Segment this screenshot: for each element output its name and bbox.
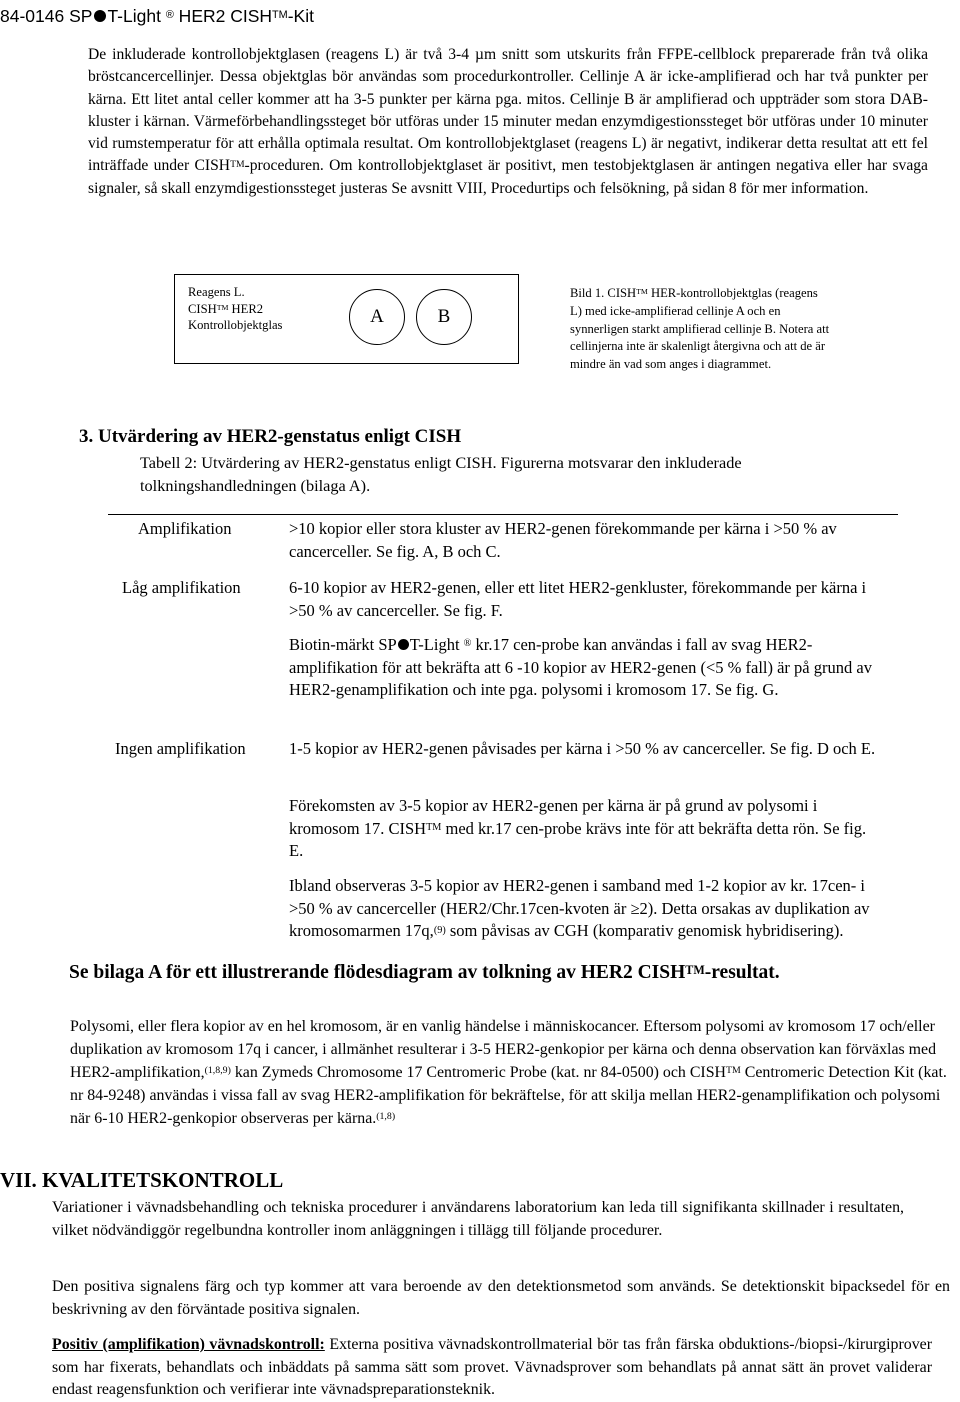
trademark-mark: TM <box>216 302 229 312</box>
biotin-text-rest: kr.17 cen-probe kan användas i fall av svag HER2-amplifikation för att bekräfta att 6 -10 kopior av HER2-genen (<5 % fall) är på grund av HER2-genamplifikation och inte pga. polysomi i kromosom 17. Se fig. G. <box>289 635 872 700</box>
polysomy-para-mid2: Centromeric Detection Kit (kat. nr 84-9248) användas i vissa fall av svag HER2-amplifikation för bekräftelse, för att skilja mellan HER2-genamplifikation och polysomi när 6-10 HER2-genkopior observeras per kärna. <box>70 1063 947 1127</box>
section-7-heading: VII. KVALITETSKONTROLL <box>0 1168 284 1192</box>
caption-text: Bild 1. CISH <box>570 286 637 300</box>
figure-label-her2: HER2 <box>228 301 264 316</box>
reference-mark: (1,8,9) <box>204 1065 231 1077</box>
header-product: HER2 CISH <box>173 6 273 26</box>
trademark-mark: TM <box>272 9 288 22</box>
dot-icon <box>398 639 409 650</box>
polysomy-para-text: Polysomi, eller flera kopior av en hel kromosom, är en vanlig händelse i människocancer. Eftersom polysomi av kromosom 17 och/eller duplikation av kromosom 17q i cancer, i allmänhet resulterar i 3-5 HER2-genkopior per kärna och denna observation kan förväxlas med HER2-amplifikation, <box>70 1018 937 1081</box>
header-prefix: 84-0146 SP <box>0 6 93 26</box>
appendix-note <box>69 962 780 984</box>
polysomy-text: Förekomsten av 3-5 kopior av HER2-genen per kärna är på grund av polysomi i kromosom 17. CISH <box>289 796 818 838</box>
intro-paragraph <box>88 44 928 200</box>
trademark-mark: TM <box>426 822 442 834</box>
row-text-amplification: >10 kopior eller stora kluster av HER2-genen förekommande per kärna i >50 % av cancerceller. Se fig. A, B och C. <box>289 519 837 561</box>
reference-mark: (1,8) <box>376 1111 396 1123</box>
duplication-text: Ibland observeras 3-5 kopior av HER2-genen i samband med 1-2 kopior av kr. 17cen- i >50 % av cancerceller (HER2/Chr.17cen-kvoten är ≥2). Detta orsakas av duplikation av kromosomarmen 17q, <box>289 876 870 941</box>
intro-text-rest: -proceduren. Om kontrollobjektglaset är positivt, men testobjektglasen är antingen negativa eller har svaga signaler, så skall enzymdigestionssteget justeras Se avsnitt VIII, Procedurtips och felsökning, på sidan 8 för mer information. <box>88 157 928 197</box>
circle-label: B <box>437 306 451 327</box>
trademark-mark: TM <box>636 287 648 297</box>
control-slide-figure <box>174 274 519 364</box>
registered-mark: ® <box>165 9 174 22</box>
row-label-low-amplification: Låg amplifikation <box>122 578 241 597</box>
caption-text-rest: HER-kontrollobjektglas (reagens L) med icke-amplifierad cellinje A och en synnerligen starkt amplifierad cellinje B. Notera att cellinjerna inte är skalenligt återgivna och att de är mindre än vad som anges i diagrammet. <box>570 286 830 372</box>
dot-icon <box>94 10 106 22</box>
figure-label-line: Kontrollobjektglas <box>188 318 283 333</box>
row-text-no-amplification: 1-5 kopior av HER2-genen påvisades per kärna i >50 % av cancerceller. Se fig. D och E. <box>289 739 876 758</box>
figure-caption <box>570 285 830 374</box>
row-text-duplication <box>289 875 879 943</box>
appendix-text-rest: -resultat. <box>704 962 780 983</box>
row-text-low-amplification: 6-10 kopior av HER2-genen, eller ett litet HER2-genkluster, förekommande per kärna i >50 % av cancerceller. Se fig. F. <box>289 578 867 620</box>
qc-paragraph-2: Den positiva signalens färg och typ kommer att vara beroende av den detektionsmetod som används. Se detektionskit bipacksedel för en beskrivning av den förväntade positiva signalen. <box>52 1278 950 1318</box>
cell-line-b-circle <box>416 289 472 345</box>
figure-label-line <box>188 301 282 318</box>
appendix-text: Se bilaga A för ett illustrerande flödesdiagram av tolkning av HER2 CISH <box>69 962 686 983</box>
header-mid: T-Light <box>107 6 161 26</box>
intro-text: De inkluderade kontrollobjektglasen (reagens L) är två 3-4 µm snitt som utskurits från FFPE-cellblock preparerade från två olika bröstcancercellinjer. Dessa objektglas bör användas som procedurkontroller. Cellinje A är icke-amplifierad och har två punkter per kärna. Ett litet antal celler kommer att ha 3-5 punkter per kärna pga. mitos. Cellinje B är amplifierad och uppträder som stora DAB-kluster i kärnan. Värmeförbehandlingssteget bör utföras under 15 minuter medan enzymdigestionssteget bör utföras under 10 minuter vid rumstemperatur för att erhålla optimala resultat. Om kontrollobjektglaset (reagens L) är negativt, indikerar detta resultat att ett fel inträffade under CISH <box>88 46 928 175</box>
trademark-mark: TM <box>230 159 245 171</box>
biotin-text-mid: T-Light <box>409 635 460 654</box>
table-top-rule <box>108 514 898 515</box>
polysomy-paragraph <box>70 1016 950 1131</box>
cell-line-a-circle <box>349 289 405 345</box>
biotin-text: Biotin-märkt SP <box>289 635 397 654</box>
page-header <box>0 4 314 28</box>
registered-mark: ® <box>463 638 472 650</box>
trademark-mark: TM <box>726 1065 741 1077</box>
figure-label-cish: CISH <box>188 301 217 316</box>
positive-control-text: Externa positiva vävnadskontrollmaterial bör tas från färska obduktions-/biopsi-/kirurgiprover som har fixerats, behandlats och inbäddats på samma sätt som provet. Vävnadsprover som behandlats på annat sätt än provet validerar endast reagensfunktion och verifierar inte vävnadspreparationsteknik. <box>52 1336 932 1398</box>
row-text-polysomy <box>289 795 879 863</box>
table-caption: Tabell 2: Utvärdering av HER2-genstatus enligt CISH. Figurerna motsvarar den inkluderade tolkningshandledningen (bilaga A). <box>140 453 742 495</box>
circle-label: A <box>370 306 384 327</box>
figure-label-line: Reagens L. <box>188 285 245 299</box>
row-text-biotin-probe <box>289 634 879 702</box>
row-label-amplification: Amplifikation <box>138 519 232 538</box>
qc-paragraph-1: Variationer i vävnadsbehandling och tekniska procedurer i användarens laboratorium kan leda till signifikanta skillnader i resultaten, vilket nödvändiggör regelbundna kontroller inom anläggningen i tillägg till följande procedurer. <box>52 1199 904 1239</box>
reference-mark: (9) <box>433 924 446 936</box>
trademark-mark: TM <box>685 962 705 977</box>
polysomy-para-mid: kan Zymeds Chromosome 17 Centromeric Probe (kat. nr 84-0500) och CISH <box>230 1063 727 1081</box>
positive-control-label: Positiv (amplifikation) vävnadskontroll: <box>52 1336 325 1353</box>
header-suffix: -Kit <box>287 6 314 26</box>
row-label-no-amplification: Ingen amplifikation <box>115 739 246 758</box>
duplication-text-rest: som påvisas av CGH (komparativ genomisk hybridisering). <box>445 921 844 941</box>
qc-paragraph-3 <box>52 1334 932 1402</box>
polysomy-text-rest: med kr.17 cen-probe krävs inte för att bekräfta detta rön. Se fig. E. <box>289 818 867 861</box>
section-3-heading: 3. Utvärdering av HER2-genstatus enligt CISH <box>79 426 462 447</box>
figure-label <box>188 284 282 334</box>
